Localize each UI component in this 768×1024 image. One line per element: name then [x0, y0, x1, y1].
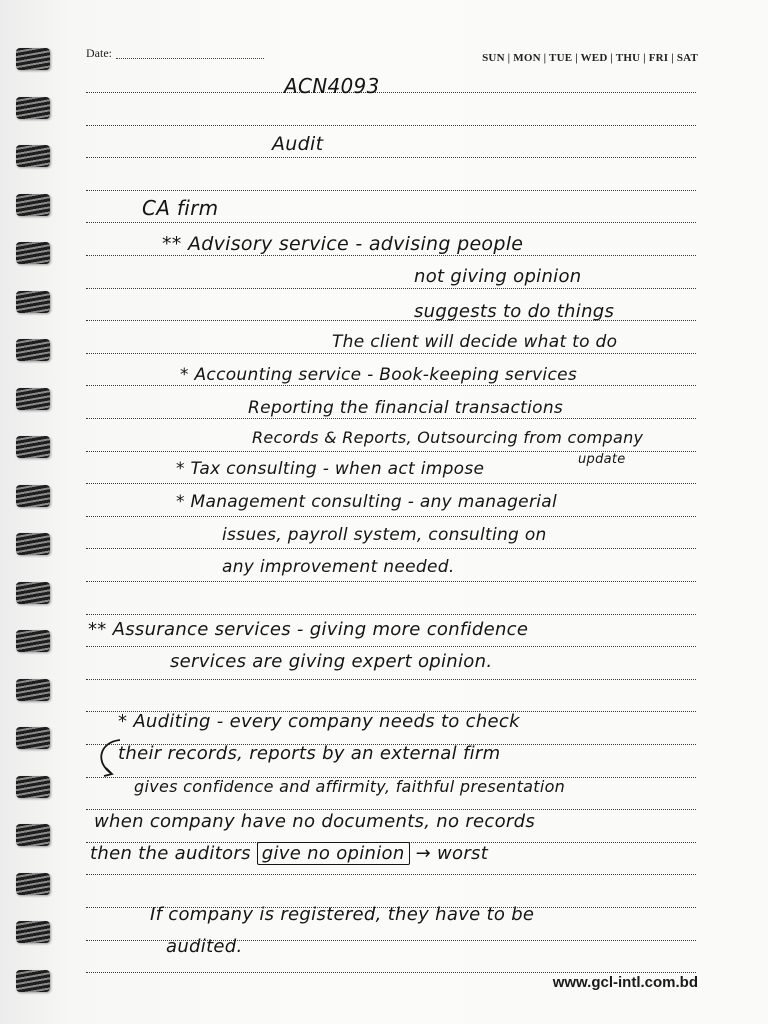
- auditing-line5-end: → worst: [415, 843, 489, 864]
- weekday-row: SUN | MON | TUE | WED | THU | FRI | SAT: [482, 52, 698, 64]
- advisory-line4: The client will decide what to do: [332, 332, 618, 352]
- course-code: ACN4093: [284, 74, 380, 98]
- management-line2: issues, payroll system, consulting on: [222, 525, 547, 545]
- tax-heading: * Tax consulting - when act impose: [176, 459, 485, 479]
- section-title: CA firm: [142, 196, 219, 220]
- give-no-opinion-box: give no opinion: [257, 842, 410, 865]
- auditing-line4: when company have no documents, no records: [94, 811, 536, 832]
- tax-insert-update: update: [578, 452, 626, 467]
- advisory-line2: not giving opinion: [414, 266, 582, 287]
- auditing-line5-start: then the auditors: [90, 843, 251, 864]
- auditing-line2: their records, reports by an external firm: [118, 743, 501, 764]
- curved-arrow-icon: [90, 732, 130, 782]
- registered-line2: audited.: [166, 936, 243, 957]
- accounting-line3: Records & Reports, Outsourcing from company: [252, 428, 644, 447]
- auditing-line3: gives confidence and affirmity, faithful presentation: [134, 777, 566, 796]
- auditing-heading: * Auditing - every company needs to check: [118, 711, 520, 732]
- subject-title: Audit: [272, 133, 324, 155]
- assurance-heading: ** Assurance services - giving more confidence: [88, 619, 529, 640]
- accounting-line2: Reporting the financial transactions: [248, 398, 564, 418]
- advisory-line3: suggests to do things: [414, 301, 615, 322]
- accounting-heading: * Accounting service - Book-keeping services: [180, 365, 578, 385]
- auditing-line5: [90, 843, 488, 864]
- registered-line1: If company is registered, they have to be: [150, 904, 535, 925]
- management-heading: * Management consulting - any managerial: [176, 492, 557, 512]
- management-line3: any improvement needed.: [222, 557, 455, 577]
- advisory-heading: ** Advisory service - advising people: [162, 233, 524, 255]
- date-label: Date:: [86, 46, 112, 60]
- footer-url: www.gcl-intl.com.bd: [552, 974, 698, 991]
- assurance-line2: services are giving expert opinion.: [170, 651, 493, 672]
